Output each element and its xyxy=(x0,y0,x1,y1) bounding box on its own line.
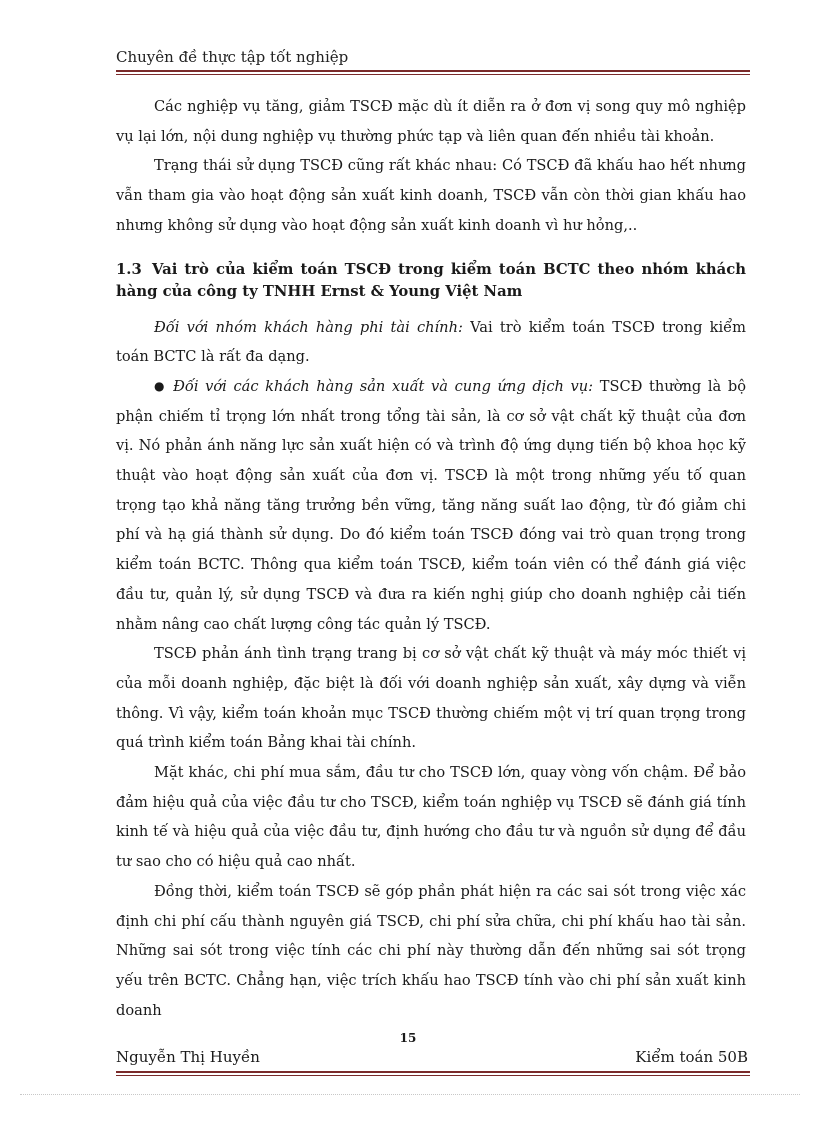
paragraph-investment-cost: Mặt khác, chi phí mua sắm, đầu tư cho TSCĐ lớn, quay vòng vốn chậm. Để bảo đảm hiệu quả của việc đầu tư cho TSCĐ, kiểm toán nghiệp vụ TSCĐ sẽ đánh giá tính kinh tế và hiệu quả của việc đầu tư, định hướng cho đầu tư và nguồn sử dụng để đầu tư sao cho có hiệu quả cao nhất. xyxy=(116,764,746,871)
running-header: Chuyên đề thực tập tốt nghiệp xyxy=(116,48,349,66)
non-financial-lead: Đối với nhóm khách hàng phi tài chính: xyxy=(154,318,463,336)
page-number: 15 xyxy=(399,1031,417,1045)
page-edge-divider xyxy=(20,1094,800,1095)
footer-rule xyxy=(116,1071,750,1076)
production-clients-rest: TSCĐ thường là bộ phận chiếm tỉ trọng lớn nhất trong tổng tài sản, là cơ sở vật chất kỹ thuật của đơn vị. Nó phản ánh năng lực sản xuất hiện có và trình độ ứng dụng tiến bộ khoa học kỹ thuật vào hoạt động sản xuất của đơn vị. TSCĐ là một trong những yếu tố quan trọng tạo khả năng tăng trưởng bền vững, tăng năng suất lao động, từ đó giảm chi phí và hạ giá thành sử dụng. Do đó kiểm toán TSCĐ đóng vai trò quan trọng trong kiểm toán BCTC. Thông qua kiểm toán TSCĐ, kiểm toán viên có thể đánh giá việc đầu tư, quản lý, sử dụng TSCĐ và đưa ra kiến nghị giúp cho doanh nghiệp cải tiến nhằm nâng cao chất lượng công tác quản lý TSCĐ. xyxy=(116,377,746,633)
section-number: 1.3 xyxy=(116,260,142,278)
paragraph-production-clients xyxy=(116,372,746,639)
paragraph-equipment-state: TSCĐ phản ánh tình trạng trang bị cơ sở vật chất kỹ thuật và máy móc thiết vị của mỗi doanh nghiệp, đặc biệt là đối với doanh nghiệp sản xuất, xây dựng và viễn thông. Vì vậy, kiểm toán khoản mục TSCĐ thường chiếm một vị trí quan trọng trong quá trình kiểm toán Bảng khai tài chính. xyxy=(116,645,746,752)
paragraph-non-financial xyxy=(116,313,746,372)
paragraph-error-detection: Đồng thời, kiểm toán TSCĐ sẽ góp phần phát hiện ra các sai sót trong việc xác định chi phí cấu thành nguyên giá TSCĐ, chi phí sửa chữa, chi phí khấu hao tài sản. Những sai sót trong việc tính các chi phí này thường dẫn đến những sai sót trọng yếu trên BCTC. Chẳng hạn, việc trích khấu hao TSCĐ tính vào chi phí sản xuất kinh doanh xyxy=(116,882,746,1019)
document-body xyxy=(116,92,746,1025)
footer-class: Kiểm toán 50B xyxy=(635,1048,748,1066)
paragraph-usage-state: Trạng thái sử dụng TSCĐ cũng rất khác nhau: Có TSCĐ đã khấu hao hết nhưng vẫn tham gia vào hoạt động sản xuất kinh doanh, TSCĐ vẫn còn thời gian khấu hao nhưng không sử dụng vào hoạt động sản xuất kinh doanh vì hư hỏng,.. xyxy=(116,157,746,234)
bullet-icon: ● xyxy=(154,378,167,393)
production-clients-lead: Đối với các khách hàng sản xuất và cung ứng dịch vụ: xyxy=(173,377,594,395)
section-title: Vai trò của kiểm toán TSCĐ trong kiểm toán BCTC theo nhóm khách hàng của công ty TNHH Ernst & Young Việt Nam xyxy=(116,260,746,300)
footer-author: Nguyễn Thị Huyền xyxy=(116,1048,260,1066)
non-financial-rest: Vai trò kiểm toán TSCĐ trong kiểm toán BCTC là rất đa dạng. xyxy=(116,318,746,366)
paragraph-tscd-changes: Các nghiệp vụ tăng, giảm TSCĐ mặc dù ít diễn ra ở đơn vị song quy mô nghiệp vụ lại lớn, nội dung nghiệp vụ thường phức tạp và liên quan đến nhiều tài khoản. xyxy=(116,98,746,145)
section-heading xyxy=(116,259,746,303)
header-rule xyxy=(116,70,750,75)
